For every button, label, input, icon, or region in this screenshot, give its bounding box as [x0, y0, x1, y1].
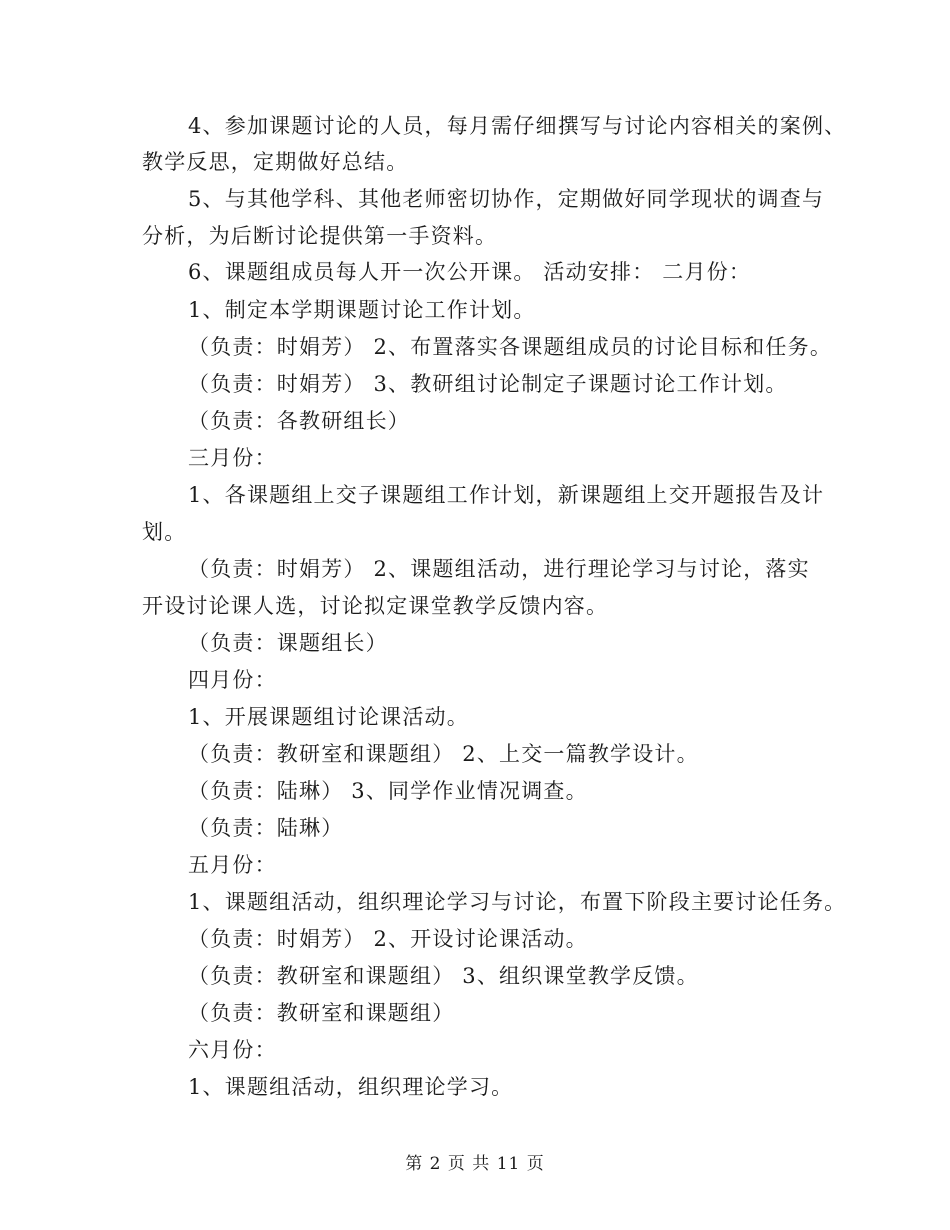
paragraph-line: 4、参加课题讨论的人员，每月需仔细撰写与讨论内容相关的案例、: [188, 114, 847, 138]
paragraph-line: 1、课题组活动，组织理论学习。: [188, 1075, 514, 1099]
paragraph-line: 开设讨论课人选，讨论拟定课堂教学反馈内容。: [142, 594, 609, 618]
paragraph-line: （负责：各教研组长）: [188, 409, 410, 433]
month-heading: 三月份：: [188, 446, 277, 470]
paragraph-line: （负责：课题组长）: [188, 631, 388, 655]
paragraph-line: 6、课题组成员每人开一次公开课。 活动安排： 二月份：: [188, 260, 752, 284]
month-heading: 六月份：: [188, 1038, 277, 1062]
paragraph-line: （负责：时娟芳） 2、课题组活动，进行理论学习与讨论，落实: [188, 557, 810, 581]
paragraph-line: （负责：陆琳）: [188, 816, 344, 840]
paragraph-line: 分析，为后断讨论提供第一手资料。: [142, 224, 498, 248]
page-footer: 第 2 页 共 11 页: [405, 1154, 545, 1174]
month-heading: 四月份：: [188, 668, 277, 692]
paragraph-line: 划。: [142, 520, 187, 544]
paragraph-line: （负责：教研室和课题组）: [188, 1001, 455, 1025]
month-heading: 五月份：: [188, 853, 277, 877]
paragraph-line: （负责：时娟芳） 2、布置落实各课题组成员的讨论目标和任务。: [188, 335, 833, 359]
paragraph-line: 5、与其他学科、其他老师密切协作，定期做好同学现状的调查与: [188, 187, 825, 211]
paragraph-line: 1、开展课题组讨论课活动。: [188, 705, 469, 729]
paragraph-line: 教学反思，定期做好总结。: [142, 150, 409, 174]
paragraph-line: （负责：时娟芳） 3、教研组讨论制定子课题讨论工作计划。: [188, 372, 788, 396]
paragraph-line: （负责：陆琳） 3、同学作业情况调查。: [188, 779, 588, 803]
paragraph-line: （负责：教研室和课题组） 3、组织课堂教学反馈。: [188, 964, 699, 988]
paragraph-line: （负责：教研室和课题组） 2、上交一篇教学设计。: [188, 742, 699, 766]
paragraph-line: （负责：时娟芳） 2、开设讨论课活动。: [188, 927, 588, 951]
paragraph-line: 1、制定本学期课题讨论工作计划。: [188, 298, 536, 322]
paragraph-line: 1、课题组活动，组织理论学习与讨论，布置下阶段主要讨论任务。: [188, 890, 847, 914]
paragraph-line: 1、各课题组上交子课题组工作计划，新课题组上交开题报告及计: [188, 483, 825, 507]
